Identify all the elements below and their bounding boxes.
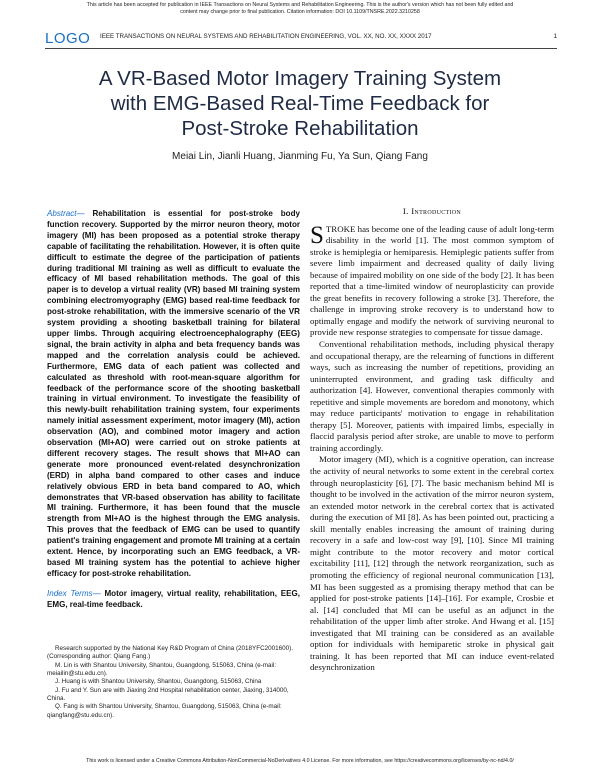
intro-paragraph-3: Motor imagery (MI), which is a cognitive operation, can increase the activity of neural networks to some extent in the cerebral cortex through neuroplasticity [6], [7]. The basic mechanism behind MI is thought to be involved in the activation of the mirror neuron system, an extended motor network in the cerebral cortex that is activated during the execution of MI [8]. As has been pointed out, practicing a skill mentally enables increasing the amount of training during recovery in a safe and low-cost way [9], [10]. Since MI training might contribute to the motor recovery and motor cortical excitability [11], [12] through the network reorganization, such as promoting the efficiency of regional neuronal communication [13], MI has been suggested as a promising therapy method that can be applied for post-stroke patients [14]–[16]. For example, Crosbie et al. [14] concluded that MI can be useful as an adjunct in the rehabilitation of the upper limb after stroke. And Hwang et al. [15] investigated that MI training can be considered as an available option for individuals with hemiparetic stroke in physical gait training. It has been reported that MI can induce event-related desynchronization <box>310 454 554 673</box>
license-notice: This work is licensed under a Creative Commons Attribution-NonCommercial-NoDerivatives 4.0 License. For more information, see https://creativecommons.org/licenses/by-nc-nd/4.0/ <box>86 758 514 764</box>
paper-title <box>40 66 560 141</box>
intro-paragraph-1 <box>310 221 554 339</box>
abstract-label: Abstract— <box>47 209 85 218</box>
footnote-fang: Q. Fang is with Shantou University, Shantou, Guangdong, 515063, China (e-mail: qiangfang@stu.edu.cn). <box>47 703 282 719</box>
footnote-lin: M. Lin is with Shantou University, Shantou, Guangdong, 515063, China (e-mail: meiailin@stu.edu.cn). <box>47 661 277 678</box>
footnote-funding: Research supported by the National Key R&D Program of China (2018YFC2001600). (Corresponding author: Qiang Fang.) <box>47 645 294 661</box>
index-terms-text: Motor imagery, virtual reality, rehabilitation, EEG, EMG, real-time feedback. <box>47 588 300 609</box>
title-line-3: Post-Stroke Rehabilitation <box>181 117 419 140</box>
author-list: Meiai Lin, Jianli Huang, Jianming Fu, Ya Sun, Qiang Fang <box>172 151 428 162</box>
publication-notice <box>20 2 580 16</box>
notice-line-1: This article has been accepted for publication in IEEE Transactions on Neural Systems and Rehabilitation Engineering. This is the author's version which has not been fully edited and <box>86 2 514 8</box>
journal-logo: LOGO <box>45 30 91 47</box>
title-line-1: A VR-Based Motor Imagery Training System <box>98 67 502 90</box>
index-terms-label: Index Terms— <box>47 588 101 598</box>
running-header <box>45 28 557 49</box>
notice-line-2: content may change prior to final publication. Citation information: DOI 10.1109/TNSRE.2022.3210258 <box>180 9 420 15</box>
footnotes <box>47 645 300 720</box>
drop-cap: S <box>310 221 324 249</box>
section-heading-introduction: I. Introduction <box>402 206 462 216</box>
page-number: 1 <box>553 33 557 40</box>
journal-name: IEEE TRANSACTIONS ON NEURAL SYSTEMS AND REHABILITATION ENGINEERING, VOL. XX, NO. XX, XXXX 2017 <box>100 33 432 40</box>
abstract <box>47 209 300 580</box>
footnote-fu-sun: J. Fu and Y. Sun are with Jiaxing 2nd Hospital rehabilitation center, Jiaxing, 314000, China. <box>47 686 289 703</box>
intro-paragraph-2: Conventional rehabilitation methods, including physical therapy and occupational therapy, are the relearning of functions in different ways, such as increasing the number of repetitions, providing an uninterrupted environment, and grading task difficulty and authorization [4]. However, conventional therapies commonly with repetitive and simple movements are boredom and monotony, which may reduce participants' motivation to engage in rehabilitation therapy [5]. Moreover, patients with impaired limbs, especially in flaccid paralysis period after stroke, are unable to move to perform training accordingly. <box>310 339 554 453</box>
left-column <box>47 209 300 611</box>
index-terms <box>47 589 300 611</box>
abstract-text: Rehabilitation is essential for post-stroke body function recovery. Supported by the mirror neuron theory, motor imagery (MI) has been proposed as a potential stroke therapy capable of facilitating the rehabilitation. However, it is often quite difficult to estimate the degree of the participation of patients during traditional MI training as well as difficult to evaluate the efficacy of MI based rehabilitation methods. The goal of this paper is to develop a virtual reality (VR) based MI training system combining electromyography (EMG) based real-time feedback for post-stroke rehabilitation, with the immersive scenario of the VR system providing a shooting basketball training for bilateral upper limbs. Through acquiring electroencephalography (EEG) signal, the brain activity in alpha and beta frequency bands was mapped and the correlation analysis could be achieved. Furthermore, EMG data of each patient was collected and calculated as threshold with root-mean-square algorithm for feedback of the performance score of the shooting basketball training in virtual environment. To investigate the feasibility of this newly-built rehabilitation training system, four experiments namely initial assessment experiment, motor imagery (MI), action observation (AO), and combined motor imagery and action observation (MI+AO) were carried out on stroke patients at different recovery stages. The result shows that MI+AO can generate more pronounced event-related desynchronization (ERD) in alpha band compared to other cases and induce relatively obvious ERD in beta band compared to AO, which demonstrates that VR-based observation has ability to facilitate MI training. Furthermore, it has been found that the muscle strength from MI+AO is the highest through the EMG analysis. This proves that the feedback of EMG can be used to quantify patient's training engagement and promote MI training at a certain extent. Hence, by incorporating such an EMG feedback, a VR-based MI training system has the potential to achieve higher efficacy for post-stroke rehabilitation. <box>47 209 300 578</box>
title-line-2: with EMG-Based Real-Time Feedback for <box>110 92 490 115</box>
footnote-huang: J. Huang is with Shantou University, Shantou, Guangdong, 515063, China <box>55 678 262 686</box>
right-column <box>310 206 554 674</box>
intro-paragraph-1-text: TROKE has become one of the leading cause of adult long-term disability in the world [1]. The most common symptom of stroke is hemiplegia or hemiparesis. Hemiplegic patients suffer from severe limb impairment and decreased quality of daily living because of impaired mobility on one side of the body [2]. It has been reported that a time-limited window of neuroplasticity can provide the great benefits in recovery following a stroke [3]. Therefore, the challenge in improving stroke recovery is to understand how to optimally engage and modify the network of surviving neuronal to provide new response strategies to compensate for tissue damage. <box>310 223 554 338</box>
